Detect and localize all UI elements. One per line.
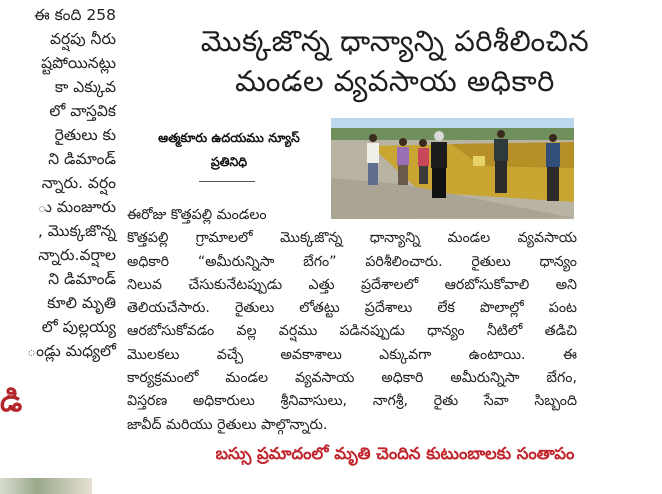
left-column-line: లో పుల్లయ్య	[41, 318, 116, 336]
article-body-line: అధికారి “అమీరున్నిసా బేగం” పరిశీలించారు. రైతులు ధాన్యం	[127, 253, 577, 270]
byline-divider	[199, 181, 255, 182]
article-body	[127, 204, 577, 437]
article-body-line: ఆరబోసుకోవడం వల్ల వర్షము పడినప్పుడు ధాన్యం నీటిలో తడిచి	[127, 323, 577, 340]
left-column-line: , మొక్కజొన్న	[37, 222, 116, 240]
left-column-line: వర్షపు నీరు	[49, 30, 116, 48]
left-column-line: ని డిమాండ్	[48, 150, 116, 168]
article-headline-line-1: మొక్కజొన్న ధాన్యాన్ని పరిశీలించిన	[200, 24, 590, 58]
left-column-line: కా ఎక్కువ	[54, 78, 116, 96]
left-column-line: ు మంజూరు	[37, 198, 116, 216]
left-column-line: ని డిమాండ్	[48, 270, 116, 288]
byline-source: ఆత్మకూరు ఉదయము న్యూస్	[158, 130, 300, 145]
article-body-line: కార్యక్రమంలో మండల వ్యవసాయ అధికారి అమీరున్నిసా బేగం,	[127, 370, 577, 387]
left-column-photo-fragment	[0, 478, 92, 494]
article-body-line: నిలువ చేసుకునేటప్పుడు ఎత్తు ప్రదేశాలలో ఆరబోసుకోవాలి అని	[127, 276, 577, 293]
left-column-line: న్నారు. వర్షం	[41, 174, 116, 192]
left-column-line: ష్టపోయినట్లు	[41, 54, 116, 72]
article-headline-line-2: మండల వ్యవసాయ అధికారి	[235, 64, 555, 98]
article-body-line: విస్తరణ అధికారులు శ్రీనివాసులు, నాగశ్రీ, రైతు సేవా సిబ్బంది	[127, 393, 577, 410]
article-lead-line: ఈరోజు కొత్తపల్లి మండలం	[127, 207, 267, 223]
article-body-line: కొత్తపల్లి గ్రామాలలో మొక్కజొన్న ధాన్యాన్ని మండల వ్యవసాయ	[127, 230, 577, 247]
article-body-line: జావీద్ మరియు రైతులు పాల్గొన్నారు.	[127, 416, 328, 433]
article-body-line: తెలియచేసారు. రైతులు లోతట్టు ప్రదేశాలు లేక పొలాల్లో పంట	[127, 300, 577, 317]
next-article-headline: బస్సు ప్రమాదంలో మృతి చెందిన కుటుంబాలకు సంతాపం	[215, 444, 575, 463]
byline-reporter: ప్రతినిధి	[210, 154, 248, 169]
article-body-line: మొలకలు వచ్చే అవకాశాలు ఎక్కువగా ఉంటాయి. ఈ	[127, 346, 577, 363]
left-column-line: ండ్లు మధ్యలో	[27, 342, 116, 360]
left-column-headline-fragment: డి	[0, 384, 23, 419]
left-column-line: న్నారు.వర్షాల	[38, 246, 116, 264]
left-column-line: లో వాస్తవిక	[49, 102, 116, 120]
left-column-line: ఈ కంది 258	[34, 6, 116, 24]
left-column-fragment	[0, 0, 118, 494]
left-column-line: రైతులు కు	[54, 126, 116, 144]
left-column-line: కూలి మృతి	[47, 294, 116, 312]
